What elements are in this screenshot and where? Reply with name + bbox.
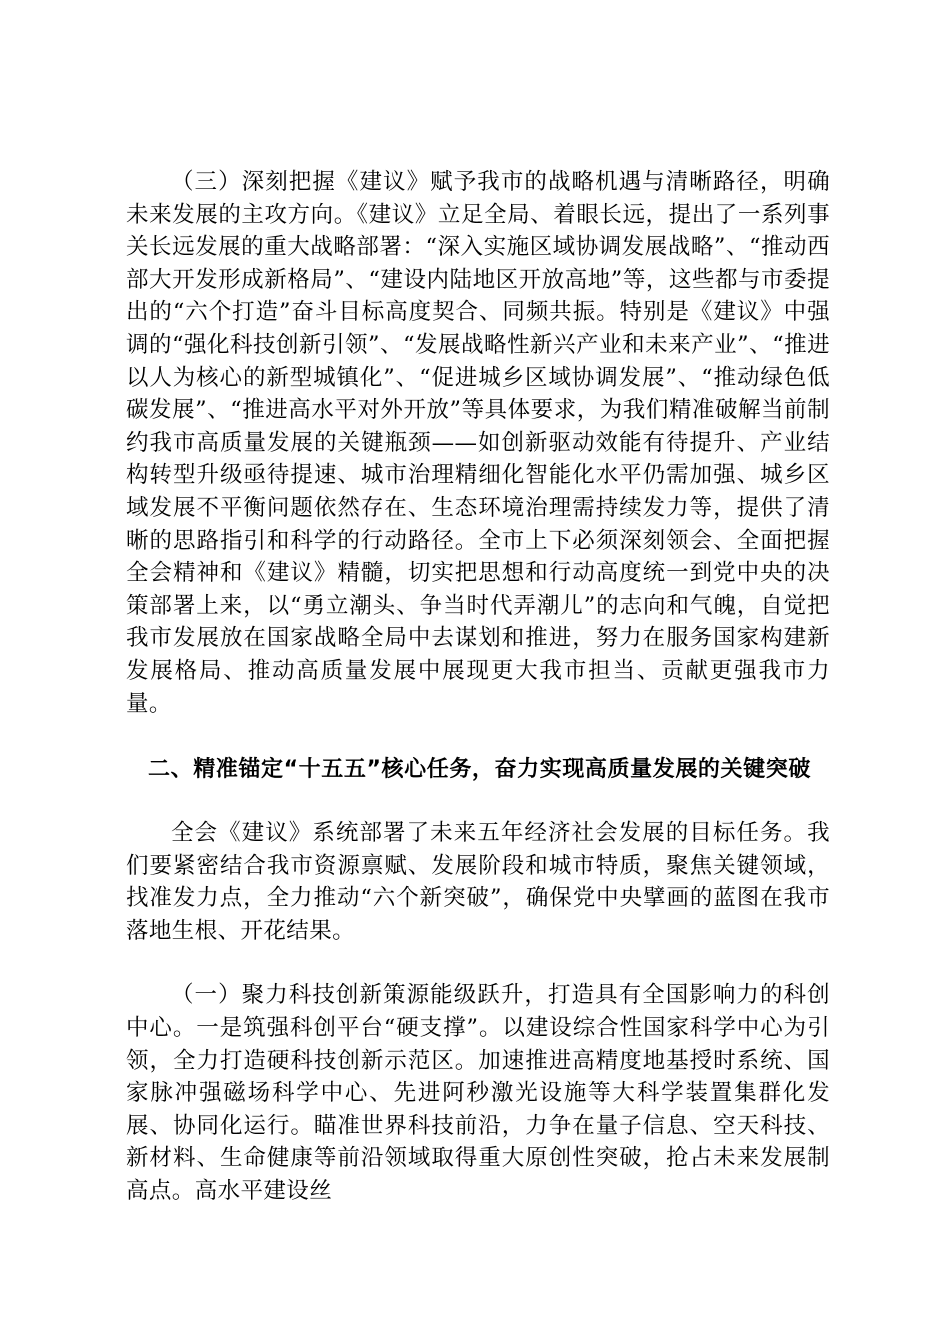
- document-body: [126, 166, 830, 1208]
- paragraph-section-intro: 全会《建议》系统部署了未来五年经济社会发展的目标任务。我们要紧密结合我市资源禀赋、发展阶段和城市特质，聚焦关键领域，找准发力点，全力推动“六个新突破”，确保党中央擘画的蓝图在我市落地生根、开花结果。: [126, 820, 830, 944]
- paragraph-tech-innovation: （一）聚力科技创新策源能级跃升，打造具有全国影响力的科创中心。一是筑强科创平台“硬支撑”。以建设综合性国家科学中心为引领，全力打造硬科技创新示范区。加速推进高精度地基授时系统、国家脉冲强磁场科学中心、先进阿秒激光设施等大科学装置集群化发展、协同化运行。瞄准世界科技前沿，力争在量子信息、空天科技、新材料、生命健康等前沿领域取得重大原创性突破，抢占未来发展制高点。高水平建设丝: [126, 982, 830, 1205]
- section-heading: 二、精准锚定“十五五”核心任务，奋力实现高质量发展的关键突破: [148, 757, 811, 783]
- paragraph-strategic-opportunities: （三）深刻把握《建议》赋予我市的战略机遇与清晰路径，明确未来发展的主攻方向。《建议》立足全局、着眼长远，提出了一系列事关长远发展的重大战略部署：“深入实施区域协调发展战略”、“推动西部大开发形成新格局”、“建设内陆地区开放高地”等，这些都与市委提出的“六个打造”奋斗目标高度契合、同频共振。特别是《建议》中强调的“强化科技创新引领”、“发展战略性新兴产业和未来产业”、“推进以人为核心的新型城镇化”、“促进城乡区域协调发展”、“推动绿色低碳发展”、“推进高水平对外开放”等具体要求，为我们精准破解当前制约我市高质量发展的关键瓶颈——如创新驱动效能有待提升、产业结构转型升级亟待提速、城市治理精细化智能化水平仍需加强、城乡区域发展不平衡问题依然存在、生态环境治理需持续发力等，提供了清晰的思路指引和科学的行动路径。全市上下必须深刻领会、全面把握全会精神和《建议》精髓，切实把思想和行动高度统一到党中央的决策部署上来，以“勇立潮头、争当时代弄潮儿”的志向和气魄，自觉把我市发展放在国家战略全局中去谋划和推进，努力在服务国家构建新发展格局、推动高质量发展中展现更大我市担当、贡献更强我市力量。: [126, 169, 830, 717]
